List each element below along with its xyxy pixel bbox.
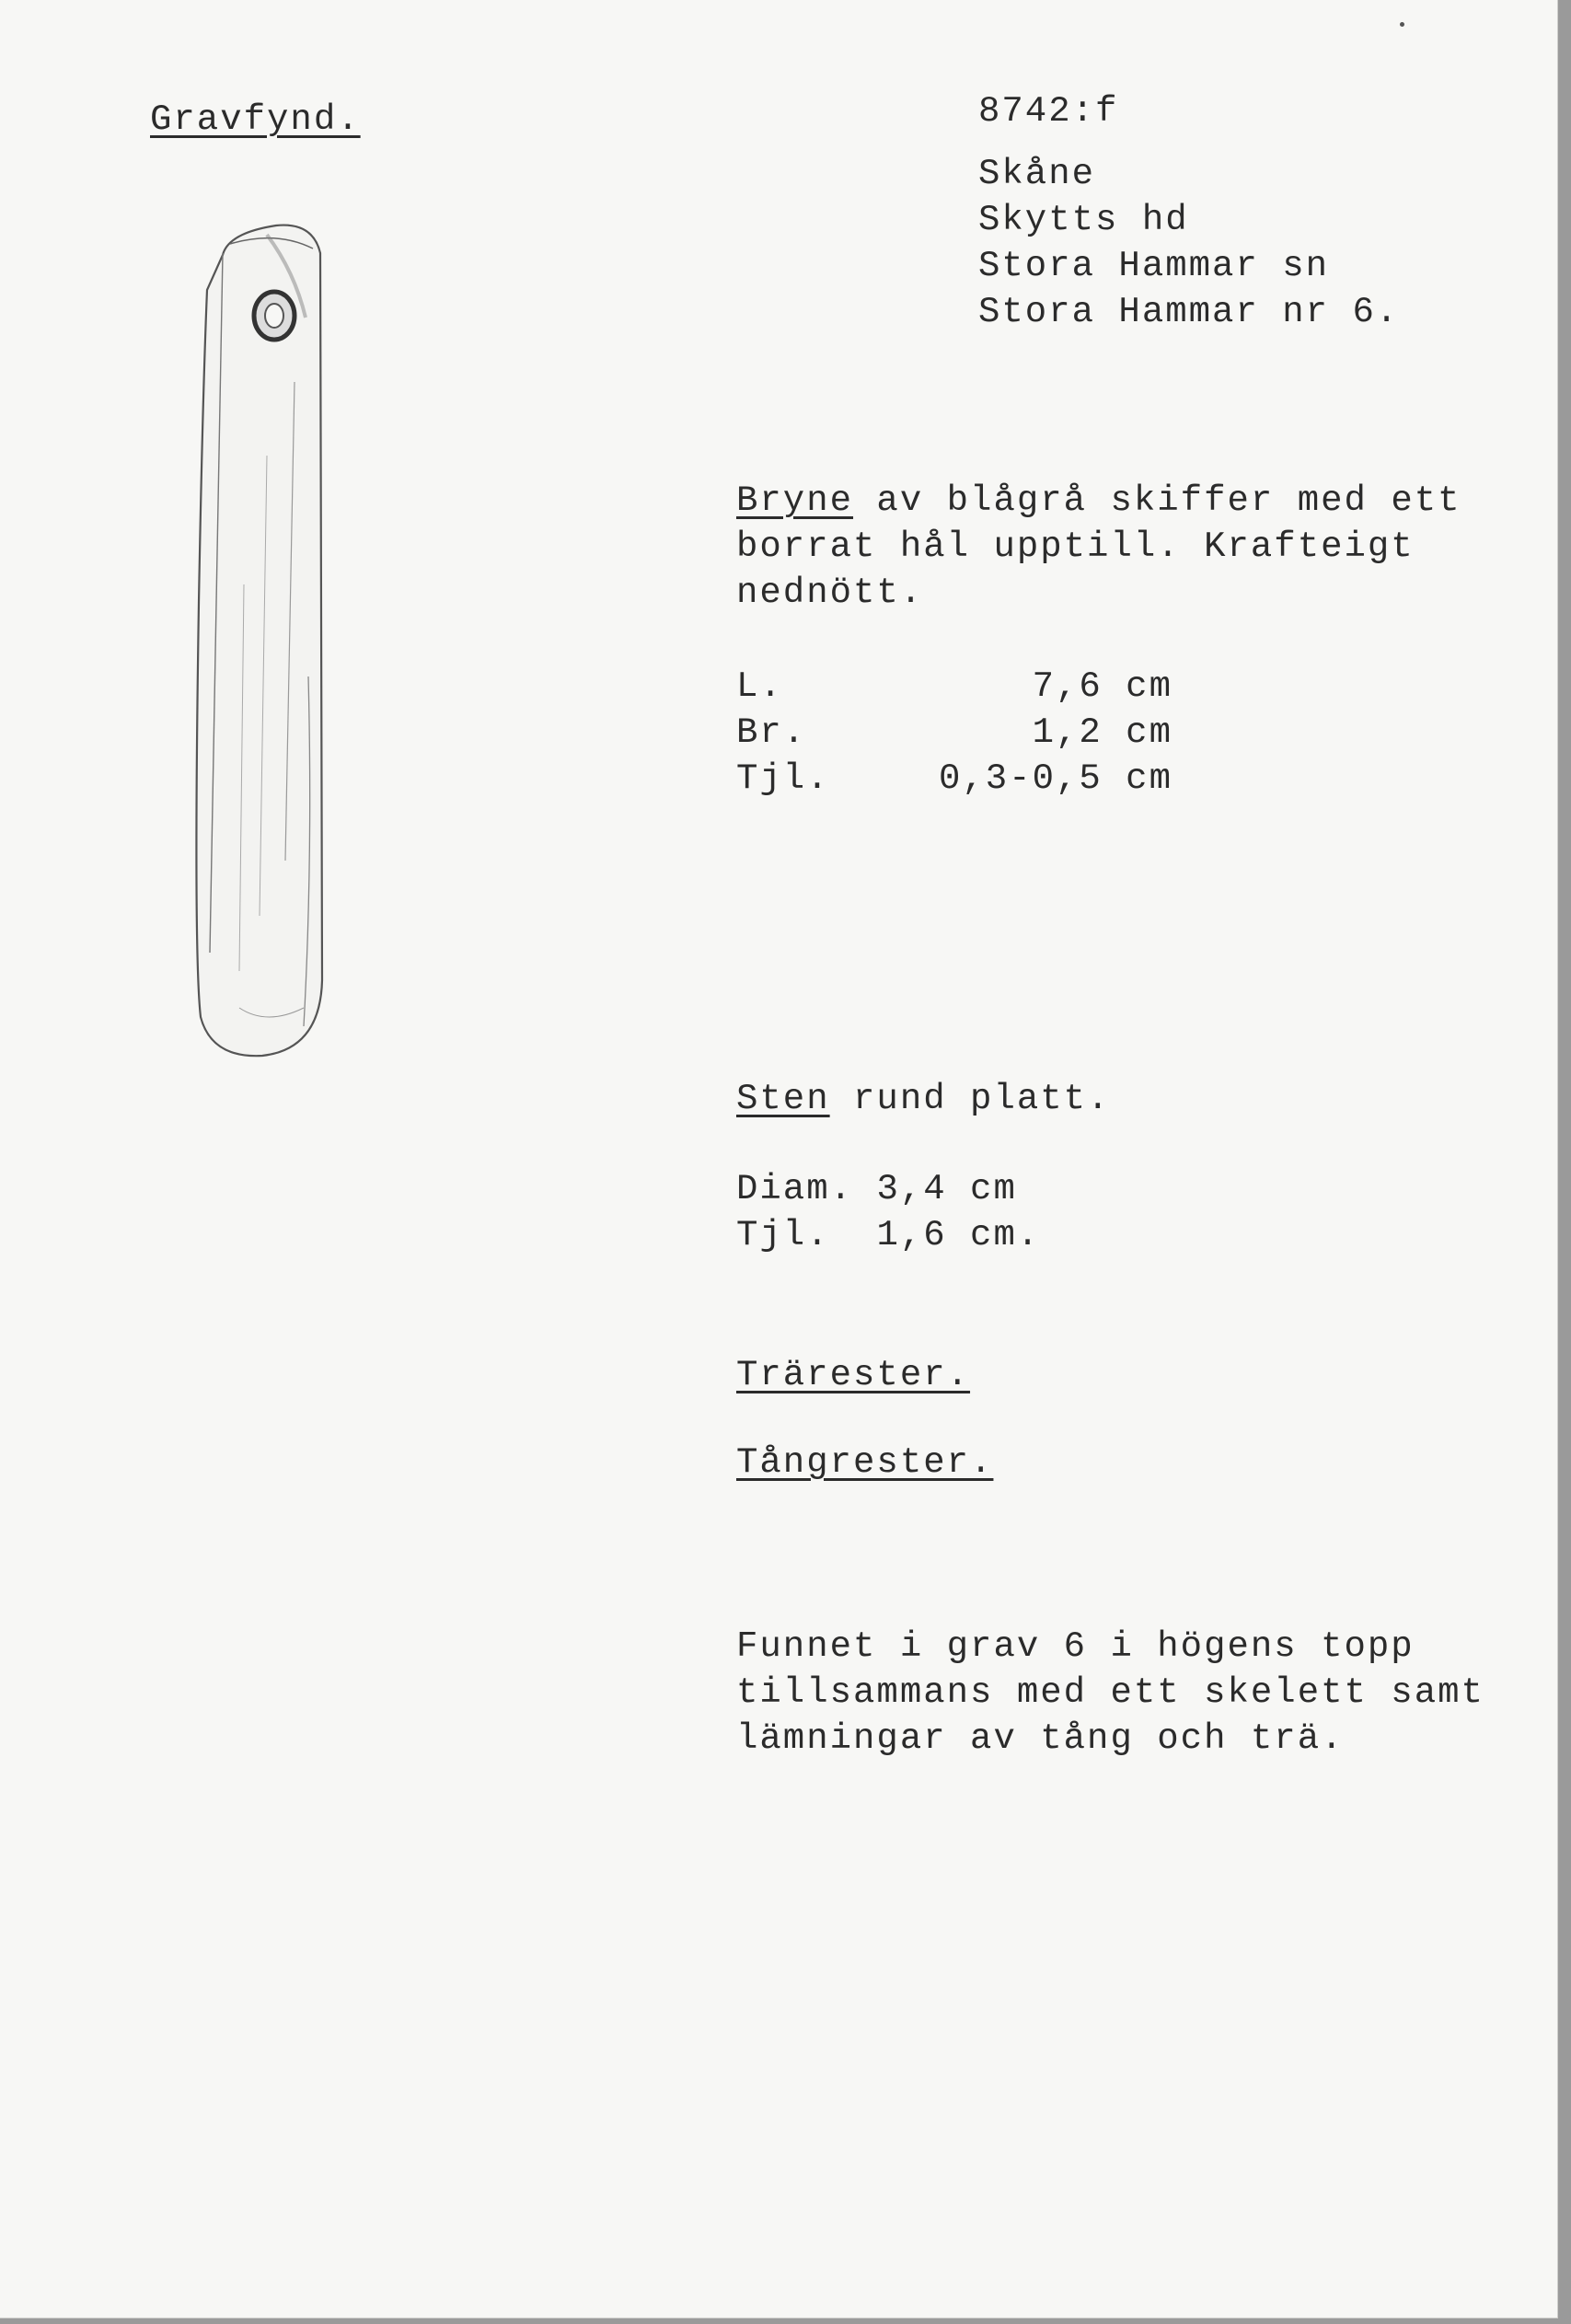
dimension-value-length: 7,6 cm [1032,666,1172,707]
stone-dimension-thickness [736,1213,1040,1257]
dimension-value-width: 1,2 cm [1032,712,1172,753]
location-parish: Stora Hammar sn [978,246,1330,286]
catalog-number: 8742:f [978,91,1119,132]
whetstone-description-line-3: nednött. [736,572,924,613]
find-note-line-3: lämningar av tång och trä. [736,1718,1345,1759]
seaweed-remains: Tångrester. [736,1442,994,1483]
whetstone-description-rest: av blågrå skiffer med ett [853,480,1461,521]
stone-dimension-value-diameter: 3,4 cm [876,1169,1017,1209]
stone-dimension-diameter [736,1167,1017,1211]
wood-remains: Trärester. [736,1355,971,1395]
stone-dimension-label-thickness: Tjl. [736,1215,830,1255]
whetstone-description-line-1 [736,479,1461,523]
location-province: Skåne [978,154,1096,194]
dimension-value-thickness: 0,3-0,5 cm [938,758,1172,799]
stone-term: Sten [736,1079,830,1119]
stone-description-rest: rund platt. [829,1079,1111,1119]
dimension-label-thickness: Tjl. [736,758,830,799]
category-heading: Gravfynd. [150,99,361,140]
find-note-line-2: tillsammans med ett skelett samt [736,1672,1484,1713]
dimension-label-length: L. [736,666,783,707]
stone-dimension-value-thickness: 1,6 cm. [876,1215,1041,1255]
location-district: Skytts hd [978,200,1189,240]
whetstone-description-line-2: borrat hål upptill. Krafteigt [736,526,1415,567]
dimension-label-width: Br. [736,712,807,753]
whetstone-term: Bryne [736,480,854,521]
ink-dot [1400,22,1404,27]
stone-description [736,1077,1110,1121]
location-site: Stora Hammar nr 6. [978,292,1400,332]
whetstone-drawing [175,216,359,1077]
find-note-line-1: Funnet i grav 6 i högens topp [736,1626,1415,1667]
stone-dimension-label-diameter: Diam. [736,1169,854,1209]
